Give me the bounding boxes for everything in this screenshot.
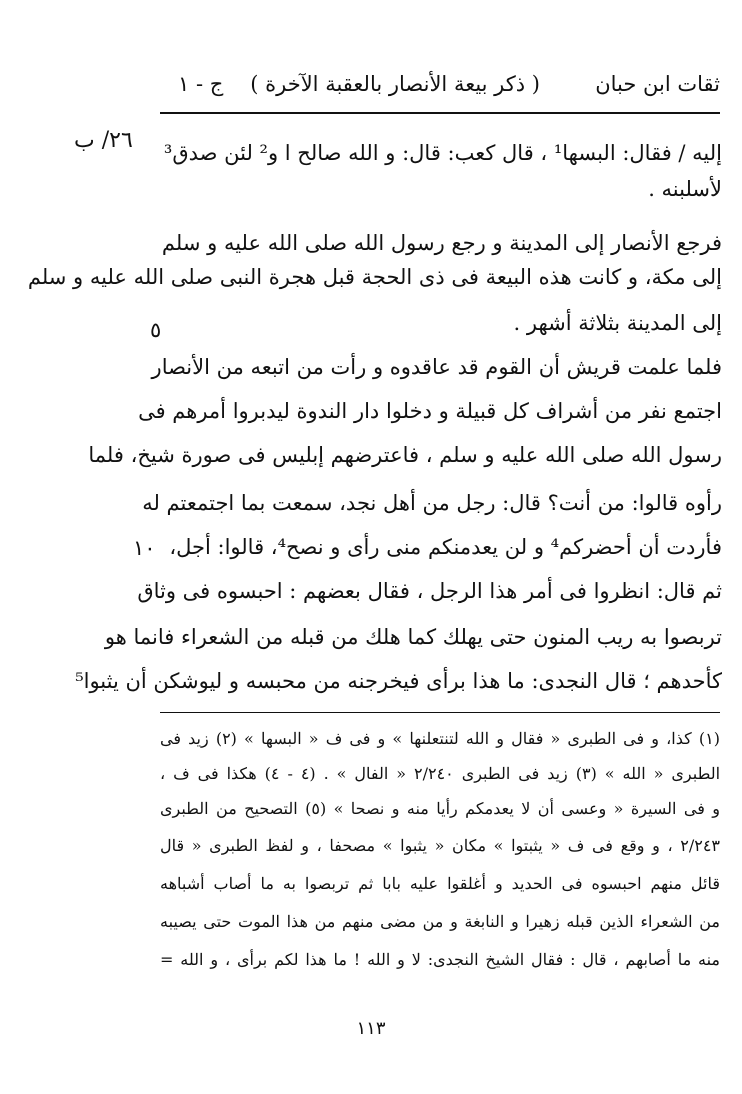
section-title: ( ذكر بيعة الأنصار بالعقبة الآخرة ) — [250, 72, 540, 96]
text-line: إليه / فقال: البسها¹ ، قال كعب: قال: و الله صالح ا و² لئن صدق³ — [163, 141, 722, 165]
text-line: اجتمع نفر من أشراف كل قبيلة و دخلوا دار الندوة ليدبروا أمرهم فى — [138, 399, 722, 423]
text-line: رأوه قالوا: من أنت؟ قال: رجل من أهل نجد، سمعت بما اجتمعتم له — [142, 491, 722, 515]
footnote-line: منه ما أصابهم ، قال : فقال الشيخ النجدى: لا و الله ! ما هذا لكم برأى ، و الله = — [160, 950, 720, 969]
text-line: فرجع الأنصار إلى المدينة و رجع رسول الله صلى الله عليه و سلم — [161, 231, 722, 255]
text-line: لأسلبنه . — [648, 177, 722, 201]
running-header — [150, 72, 720, 106]
footnote-line: من الشعراء الذين قبله زهيرا و النابغة و من مضى منهم من هذا الموت حتى يصيبه — [160, 912, 720, 931]
folio-marker: ٢٦/ ب — [74, 128, 133, 153]
line-number-10: ١٠ — [133, 536, 156, 560]
footnote-line: قائل منهم احبسوه فى الحديد و أغلقوا عليه بابا ثم تربصوا به ما أصاب أشباهه — [160, 874, 720, 893]
volume-label: ج - ١ — [178, 72, 224, 96]
footnote-line: (١) كذا، و فى الطبرى « فقال و الله لتنتعلنها » و فى ف « البسها » (٢) زيد فى — [160, 729, 720, 748]
page-number: ١١٣ — [356, 1018, 386, 1039]
footnote-rule — [160, 712, 720, 713]
line-number-5: ٥ — [150, 318, 162, 342]
footnote-line: الطبرى « الله » (٣) زيد فى الطبرى ٢/٢٤٠ « الفال » . (٤ - ٤) هكذا فى ف ، — [160, 764, 721, 783]
footnote-line: ٢/٢٤٣ ، و وقع فى ف « يثبتوا » مكان « يثبوا » مصحفا ، و لفظ الطبرى « قال — [160, 836, 720, 855]
text-line: تربصوا به ريب المنون حتى يهلك كما هلك من قبله من الشعراء فانما هو — [104, 625, 722, 649]
text-line: فلما علمت قريش أن القوم قد عاقدوه و رأت من اتبعه من الأنصار — [151, 355, 722, 379]
header-rule — [160, 112, 720, 114]
text-line: كأحدهم ؛ قال النجدى: ما هذا برأى فيخرجنه من محبسه و ليوشكن أن يثبوا⁵ — [75, 669, 722, 693]
text-line: فأردت أن أحضركم⁴ و لن يعدمنكم منى رأى و نصح⁴، قالوا: أجل، — [169, 535, 722, 559]
text-line: رسول الله صلى الله عليه و سلم ، فاعترضهم إبليس فى صورة شيخ، فلما — [88, 443, 722, 467]
text-line: إلى المدينة بثلاثة أشهر . — [513, 311, 722, 335]
text-line: ثم قال: انظروا فى أمر هذا الرجل ، فقال بعضهم : احبسوه فى وثاق — [137, 579, 722, 603]
book-title: ثقات ابن حبان — [595, 72, 720, 96]
footnote-line: و فى السيرة « وعسى أن لا يعدمكم رأيا منه و نصحا » (٥) التصحيح من الطبرى — [160, 799, 720, 818]
text-line: إلى مكة، و كانت هذه البيعة فى ذى الحجة قبل هجرة النبى صلى الله عليه و سلم — [27, 265, 722, 289]
